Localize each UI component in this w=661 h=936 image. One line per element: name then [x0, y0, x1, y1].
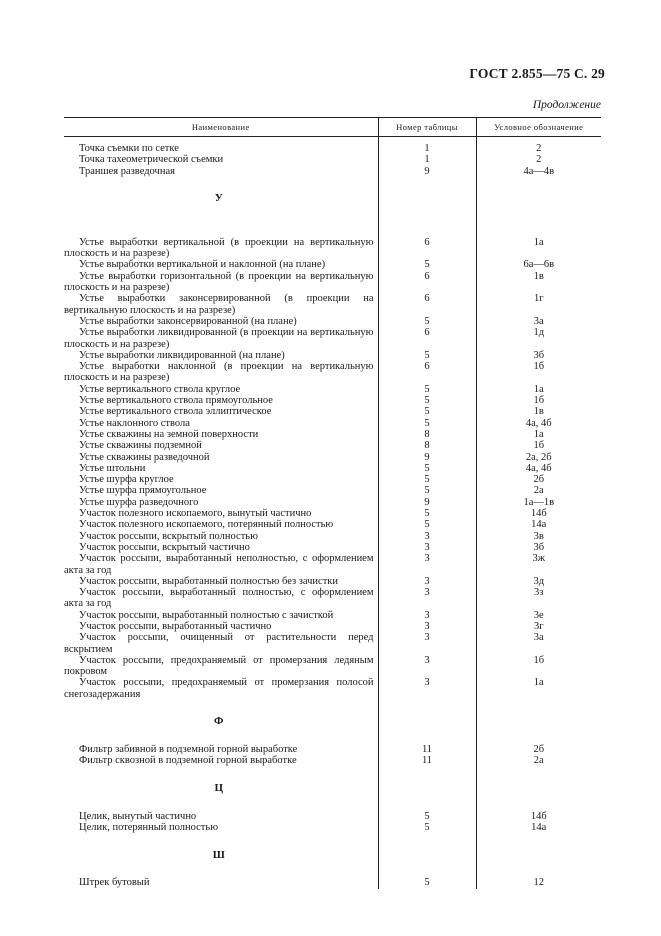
- table-number-cell: 3: [378, 587, 476, 610]
- symbol-cell: 12: [476, 877, 601, 888]
- table-number-cell: 5: [378, 519, 476, 530]
- section-letter-row: [64, 700, 601, 744]
- name-text: Штрек бутовый: [79, 877, 150, 889]
- name-cell: [64, 452, 378, 463]
- table-number-cell: 9: [378, 497, 476, 508]
- name-text: Устье вертикального ствола прямоугольное: [79, 395, 273, 407]
- name-cell: [64, 384, 378, 395]
- table-number-cell: 8: [378, 440, 476, 451]
- table-row: [64, 677, 601, 700]
- symbol-cell: 1г: [476, 293, 601, 316]
- column-header-name: Наименование: [64, 118, 378, 137]
- table-number-cell: 6: [378, 327, 476, 350]
- table-row: [64, 474, 601, 485]
- table-number-cell: 3: [378, 542, 476, 553]
- empty-cell: [476, 177, 601, 237]
- table-number-cell: 8: [378, 429, 476, 440]
- name-cell: [64, 744, 378, 755]
- name-text: Участок россыпи, предохраняемый от промерзания ледяным покровом: [64, 654, 374, 678]
- symbol-cell: 3г: [476, 621, 601, 632]
- name-text: Устье выработки горизонтальной (в проекции на вертикальную плоскость и на разрезе): [64, 270, 374, 294]
- section-letter-row: [64, 833, 601, 877]
- name-text: Участок россыпи, выработанный полностью, с оформлением акта за год: [64, 587, 374, 610]
- name-text: Участок россыпи, выработанный частично: [79, 620, 272, 632]
- name-text: Участок россыпи, вскрытый частично: [79, 541, 250, 553]
- table-row: [64, 452, 601, 463]
- symbol-cell: 1б: [476, 395, 601, 406]
- table-row: [64, 576, 601, 587]
- symbol-cell: 1б: [476, 440, 601, 451]
- table-number-cell: 5: [378, 259, 476, 270]
- section-letter: Ш: [212, 848, 225, 861]
- table-row: [64, 542, 601, 553]
- column-header-table-number: Номер таблицы: [378, 118, 476, 137]
- name-text: Устье шурфа круглое: [79, 474, 174, 486]
- continuation-label: Продолжение: [532, 99, 601, 111]
- symbol-cell: 1а: [476, 429, 601, 440]
- symbol-cell: 2а: [476, 485, 601, 496]
- name-cell: [64, 429, 378, 440]
- name-text: Участок полезного ископаемого, вынутый частично: [79, 508, 312, 520]
- table-number-cell: 6: [378, 361, 476, 384]
- table-number-cell: 6: [378, 237, 476, 260]
- name-text: Устье скважины на земной поверхности: [79, 428, 259, 440]
- name-cell: [64, 271, 378, 294]
- page-header: ГОСТ 2.855—75 С. 29: [469, 66, 605, 81]
- table-row: [64, 259, 601, 270]
- name-cell: [64, 632, 378, 655]
- symbol-cell: 14а: [476, 519, 601, 530]
- table-number-cell: 3: [378, 553, 476, 576]
- table-number-cell: 5: [378, 811, 476, 822]
- table-row: [64, 822, 601, 833]
- table-row: [64, 316, 601, 327]
- table-row: [64, 384, 601, 395]
- name-cell: [64, 350, 378, 361]
- table-number-cell: 5: [378, 418, 476, 429]
- symbol-cell: 3в: [476, 531, 601, 542]
- table-row: [64, 406, 601, 417]
- table-row: [64, 293, 601, 316]
- table-number-cell: 6: [378, 271, 476, 294]
- name-text: Устье скважины разведочной: [79, 451, 210, 463]
- table-number-cell: 5: [378, 474, 476, 485]
- table-number-cell: 5: [378, 384, 476, 395]
- table-number-cell: 3: [378, 677, 476, 700]
- table-number-cell: 6: [378, 293, 476, 316]
- empty-cell: [378, 767, 476, 811]
- symbol-cell: 14б: [476, 811, 601, 822]
- symbol-cell: 3а: [476, 632, 601, 655]
- symbols-table-container: [64, 117, 601, 889]
- name-cell: [64, 677, 378, 700]
- empty-cell: [476, 767, 601, 811]
- name-text: Целик, потерянный полностью: [79, 821, 219, 833]
- name-text: Устье наклонного ствола: [79, 417, 190, 429]
- name-text: Устье выработки вертикальной и наклонной (на плане): [79, 259, 326, 271]
- table-number-cell: 3: [378, 621, 476, 632]
- name-cell: [64, 531, 378, 542]
- table-row: [64, 553, 601, 576]
- symbol-cell: 3з: [476, 587, 601, 610]
- symbol-cell: 4а, 4б: [476, 418, 601, 429]
- name-cell: [64, 418, 378, 429]
- name-text: Траншея разведочная: [79, 165, 175, 177]
- table-row: [64, 463, 601, 474]
- table-row: [64, 755, 601, 766]
- table-number-cell: 3: [378, 531, 476, 542]
- table-row: [64, 621, 601, 632]
- symbol-cell: 3д: [476, 576, 601, 587]
- symbol-cell: 3ж: [476, 553, 601, 576]
- table-number-cell: 5: [378, 350, 476, 361]
- table-row: [64, 361, 601, 384]
- name-cell: [64, 610, 378, 621]
- symbol-cell: 2: [476, 154, 601, 165]
- symbol-cell: 6а—6в: [476, 259, 601, 270]
- table-row: [64, 877, 601, 888]
- table-row: [64, 154, 601, 165]
- symbol-cell: 3е: [476, 610, 601, 621]
- name-cell: [64, 154, 378, 165]
- empty-cell: [378, 833, 476, 877]
- table-number-cell: 5: [378, 406, 476, 417]
- name-text: Устье выработки законсервированной (в проекции на вертикальную плоскость и на разрезе): [64, 293, 374, 316]
- name-text: Устье выработки наклонной (в проекции на вертикальную плоскость и на разрезе): [64, 361, 374, 384]
- table-number-cell: 3: [378, 632, 476, 655]
- symbol-cell: 2б: [476, 474, 601, 485]
- name-cell: [64, 474, 378, 485]
- name-text: Участок россыпи, выработанный полностью без зачистки: [79, 575, 339, 587]
- table-row: [64, 587, 601, 610]
- name-cell: [64, 542, 378, 553]
- name-cell: [64, 553, 378, 576]
- name-text: Устье выработки ликвидированной (на плане): [79, 349, 285, 361]
- table-header-row: [64, 118, 601, 137]
- name-text: Устье выработки вертикальной (в проекции на вертикальную плоскость и на разрезе): [64, 236, 374, 260]
- name-cell: [64, 463, 378, 474]
- name-text: Устье шурфа разведочного: [79, 496, 199, 508]
- name-cell: [64, 166, 378, 177]
- table-number-cell: 5: [378, 822, 476, 833]
- name-cell: [64, 259, 378, 270]
- table-row: [64, 327, 601, 350]
- name-text: Фильтр забивной в подземной горной выработке: [79, 744, 298, 756]
- section-letter: Ф: [214, 715, 224, 728]
- name-text: Точка съемки по сетке: [79, 143, 179, 154]
- section-letter: У: [214, 191, 223, 204]
- name-cell: [64, 237, 378, 260]
- table-row: [64, 350, 601, 361]
- table-number-cell: 9: [378, 452, 476, 463]
- table-number-cell: 11: [378, 755, 476, 766]
- name-cell: [64, 508, 378, 519]
- name-cell: [64, 406, 378, 417]
- name-cell: [64, 485, 378, 496]
- name-cell: [64, 587, 378, 610]
- name-text: Участок россыпи, предохраняемый от промерзания полосой снегозадержания: [64, 677, 374, 700]
- name-cell: [64, 576, 378, 587]
- name-cell: [64, 811, 378, 822]
- table-number-cell: 5: [378, 508, 476, 519]
- symbol-cell: 3а: [476, 316, 601, 327]
- symbol-cell: 1д: [476, 327, 601, 350]
- table-row: [64, 395, 601, 406]
- table-row: [64, 485, 601, 496]
- table-row: [64, 610, 601, 621]
- table-number-cell: 5: [378, 395, 476, 406]
- table-row: [64, 429, 601, 440]
- symbol-cell: 1а: [476, 384, 601, 395]
- symbol-cell: 1а—1в: [476, 497, 601, 508]
- name-cell: [64, 316, 378, 327]
- name-text: Участок россыпи, очищенный от растительности перед вскрытием: [64, 632, 374, 655]
- column-header-symbol: Условное обозначение: [476, 118, 601, 137]
- table-number-cell: 11: [378, 744, 476, 755]
- table-row: [64, 271, 601, 294]
- name-cell: [64, 755, 378, 766]
- symbol-cell: 2: [476, 137, 601, 155]
- symbol-cell: 2б: [476, 744, 601, 755]
- name-text: Устье шурфа прямоугольное: [79, 485, 207, 497]
- name-text: Устье выработки ликвидированной (в проекции на вертикальную плоскость и на разрезе): [64, 327, 374, 350]
- name-cell: [64, 440, 378, 451]
- table-row: [64, 508, 601, 519]
- table-row: [64, 655, 601, 678]
- name-text: Точка тахеометрической съемки: [79, 154, 224, 166]
- name-cell: [64, 621, 378, 632]
- table-number-cell: 5: [378, 485, 476, 496]
- name-cell: [64, 822, 378, 833]
- symbol-cell: 1б: [476, 361, 601, 384]
- symbol-cell: 2а, 2б: [476, 452, 601, 463]
- table-number-cell: 5: [378, 316, 476, 327]
- table-row: [64, 497, 601, 508]
- name-cell: [64, 877, 378, 888]
- table-number-cell: 3: [378, 655, 476, 678]
- name-cell: [64, 497, 378, 508]
- name-text: Фильтр сквозной в подземной горной выработке: [79, 755, 297, 767]
- symbol-cell: 14б: [476, 508, 601, 519]
- name-text: Участок россыпи, вскрытый полностью: [79, 530, 258, 542]
- table-number-cell: 5: [378, 877, 476, 888]
- symbol-cell: 3б: [476, 350, 601, 361]
- name-cell: [64, 137, 378, 155]
- name-cell: [64, 361, 378, 384]
- empty-cell: [378, 177, 476, 237]
- name-cell: [64, 519, 378, 530]
- table-row: [64, 811, 601, 822]
- symbol-cell: 1а: [476, 237, 601, 260]
- name-text: Устье скважины подземной: [79, 440, 202, 452]
- name-text: Участок россыпи, выработанный неполностью, с оформлением акта за год: [64, 553, 374, 576]
- name-text: Устье вертикального ствола эллиптическое: [79, 406, 272, 418]
- table-number-cell: 3: [378, 576, 476, 587]
- empty-cell: [476, 833, 601, 877]
- name-text: Устье штольни: [79, 462, 146, 474]
- table-row: [64, 418, 601, 429]
- name-cell: [64, 395, 378, 406]
- symbol-cell: 4а—4в: [476, 166, 601, 177]
- table-row: [64, 632, 601, 655]
- section-letter: Ц: [214, 782, 224, 794]
- table-row: [64, 137, 601, 155]
- name-text: Устье вертикального ствола круглое: [79, 383, 241, 395]
- symbol-cell: 1в: [476, 271, 601, 294]
- symbol-cell: 4а, 4б: [476, 463, 601, 474]
- table-number-cell: 3: [378, 610, 476, 621]
- symbol-cell: 3б: [476, 542, 601, 553]
- symbol-cell: 2а: [476, 755, 601, 766]
- name-cell: [64, 655, 378, 678]
- table-row: [64, 744, 601, 755]
- symbol-cell: 1а: [476, 677, 601, 700]
- table-header: [64, 118, 601, 137]
- name-text: Устье выработки законсервированной (на плане): [79, 315, 297, 327]
- empty-cell: [476, 700, 601, 744]
- table-number-cell: 1: [378, 137, 476, 155]
- table-body: [64, 137, 601, 889]
- name-text: Целик, вынутый частично: [79, 810, 197, 822]
- symbol-cell: 14а: [476, 822, 601, 833]
- name-text: Участок россыпи, выработанный полностью с зачисткой: [79, 609, 334, 621]
- table-row: [64, 166, 601, 177]
- table-row: [64, 519, 601, 530]
- symbols-table: [64, 117, 601, 889]
- empty-cell: [378, 700, 476, 744]
- table-number-cell: 5: [378, 463, 476, 474]
- name-cell: [64, 293, 378, 316]
- name-text: Участок полезного ископаемого, потерянный полностью: [79, 519, 334, 531]
- table-number-cell: 9: [378, 166, 476, 177]
- table-row: [64, 531, 601, 542]
- section-letter-row: [64, 767, 601, 811]
- table-number-cell: 1: [378, 154, 476, 165]
- symbol-cell: 1в: [476, 406, 601, 417]
- section-letter-row: [64, 177, 601, 237]
- name-cell: [64, 327, 378, 350]
- table-row: [64, 440, 601, 451]
- table-row: [64, 237, 601, 260]
- symbol-cell: 1б: [476, 655, 601, 678]
